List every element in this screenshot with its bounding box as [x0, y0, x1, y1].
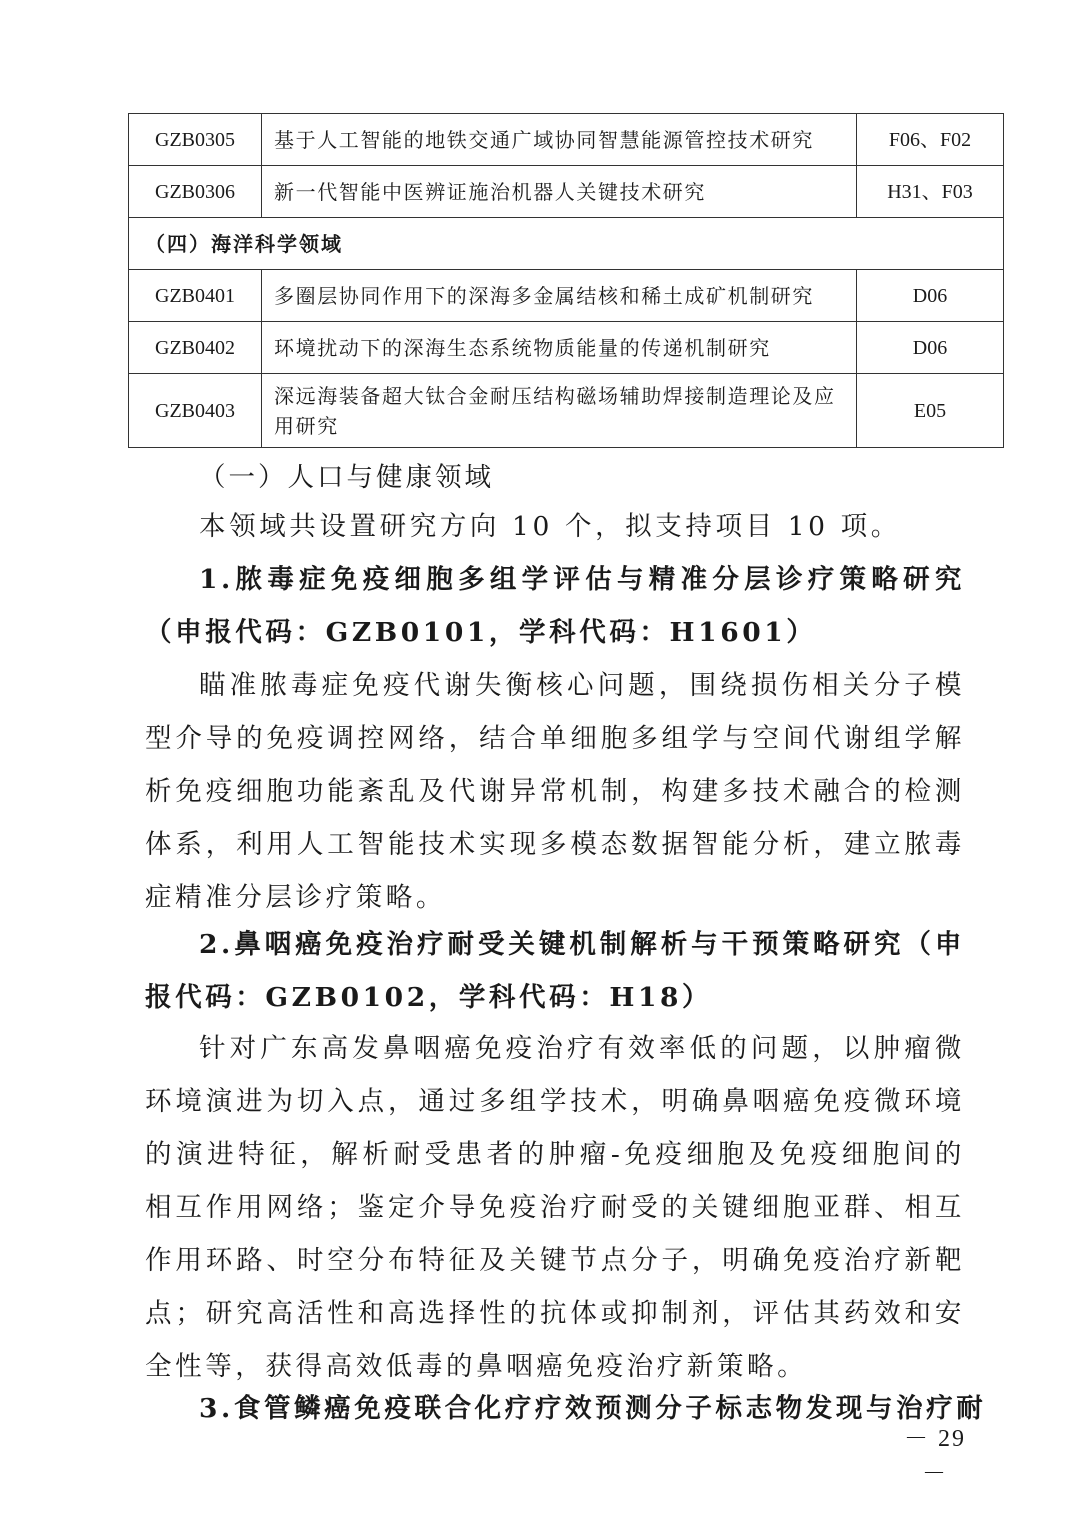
project-name: 环境扰动下的深海生态系统物质能量的传递机制研究: [262, 322, 857, 374]
project-name: 新一代智能中医辨证施治机器人关键技术研究: [262, 166, 857, 218]
item-title: 1.脓毒症免疫细胞多组学评估与精准分层诊疗策略研究（申报代码：GZB0101，学科代码：H1601）: [145, 564, 965, 648]
table-row: [129, 166, 1004, 218]
discipline-code: D06: [857, 270, 1004, 322]
project-code: GZB0305: [129, 114, 262, 166]
item-paragraph: 瞄准脓毒症免疫代谢失衡核心问题，围绕损伤相关分子模型介导的免疫调控网络，结合单细胞多组学与空间代谢组学解析免疫细胞功能紊乱及代谢异常机制，构建多技术融合的检测体系，利用人工智能技术实现多模态数据智能分析，建立脓毒症精准分层诊疗策略。: [145, 670, 965, 913]
project-code: GZB0403: [129, 374, 262, 448]
project-name: 多圈层协同作用下的深海多金属结核和稀土成矿机制研究: [262, 270, 857, 322]
discipline-code: D06: [857, 322, 1004, 374]
project-name: 深远海装备超大钛合金耐压结构磁场辅助焊接制造理论及应用研究: [262, 374, 857, 448]
page-number: － 29 －: [904, 1426, 966, 1487]
intro-text: 本领域共设置研究方向 10 个，拟支持项目 10 项。: [199, 511, 901, 542]
project-code: GZB0306: [129, 166, 262, 218]
table-row: [129, 114, 1004, 166]
discipline-code: E05: [857, 374, 1004, 448]
discipline-code: F06、F02: [857, 114, 1004, 166]
table-section-title: （四）海洋科学领域: [129, 218, 1004, 270]
table-row: [129, 270, 1004, 322]
section-heading: （一）人口与健康领域: [199, 462, 494, 493]
item-title: 3.食管鳞癌免疫联合化疗疗效预测分子标志物发现与治疗耐: [199, 1393, 987, 1424]
table-row: [129, 374, 1004, 448]
table-row: [129, 322, 1004, 374]
project-name: 基于人工智能的地铁交通广域协同智慧能源管控技术研究: [262, 114, 857, 166]
item-paragraph: 针对广东高发鼻咽癌免疫治疗有效率低的问题，以肿瘤微环境演进为切入点，通过多组学技术，明确鼻咽癌免疫微环境的演进特征，解析耐受患者的肿瘤-免疫细胞及免疫细胞间的相互作用网络；鉴定介导免疫治疗耐受的关键细胞亚群、相互作用环路、时空分布特征及关键节点分子，明确免疫治疗新靶点；研究高活性和高选择性的抗体或抑制剂，评估其药效和安全性等，获得高效低毒的鼻咽癌免疫治疗新策略。: [145, 1033, 965, 1382]
table-section-row: [129, 218, 1004, 270]
project-code: GZB0402: [129, 322, 262, 374]
item-title: 2.鼻咽癌免疫治疗耐受关键机制解析与干预策略研究（申报代码：GZB0102，学科代码：H18）: [145, 929, 965, 1013]
discipline-code: H31、F03: [857, 166, 1004, 218]
project-code: GZB0401: [129, 270, 262, 322]
project-table: [128, 113, 1004, 448]
